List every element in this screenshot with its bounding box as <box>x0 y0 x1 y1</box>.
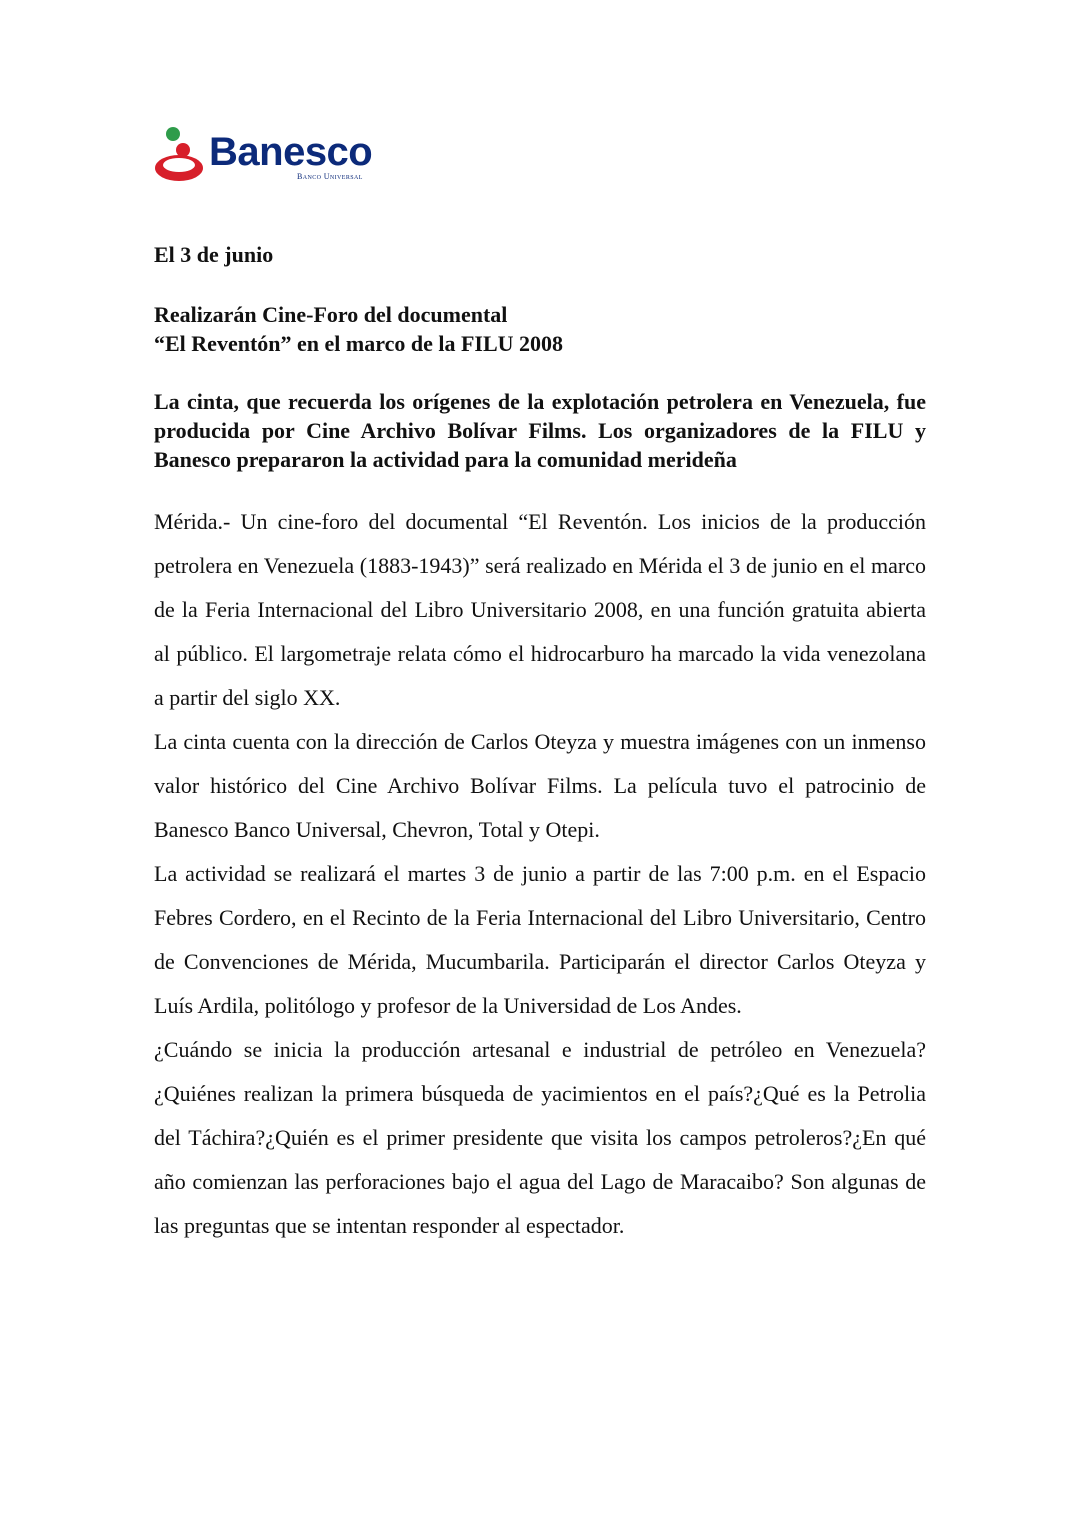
article-paragraph-2: La cinta cuenta con la dirección de Carlos Oteyza y muestra imágenes con un inmenso valor histórico del Cine Archivo Bolívar Films. La película tuvo el patrocinio de Banesco Banco Universal, Chevron, Total y Otepi. <box>154 729 926 842</box>
headline-line-1: Realizarán Cine-Foro del documental <box>154 302 508 327</box>
article-lead: La cinta, que recuerda los orígenes de la explotación petrolera en Venezuela, fue producida por Cine Archivo Bolívar Films. Los organizadores de la FILU y Banesco prepararon la actividad para la comunidad merideña <box>154 389 926 472</box>
article-paragraph-3: La actividad se realizará el martes 3 de junio a partir de las 7:00 p.m. en el Espacio Febres Cordero, en el Recinto de la Feria Internacional del Libro Universitario, Centro de Convenciones de Mérida, Mucumbarila. Participarán el director Carlos Oteyza y Luís Ardila, politólogo y profesor de la Universidad de Los Andes. <box>154 861 926 1018</box>
banesco-logo <box>153 126 413 188</box>
article-paragraph-1: Mérida.- Un cine-foro del documental “El Reventón. Los inicios de la producción petrolera en Venezuela (1883-1943)” será realizado en Mérida el 3 de junio en el marco de la Feria Internacional del Libro Universitario 2008, en una función gratuita abierta al público. El largometraje relata cómo el hidrocarburo ha marcado la vida venezolana a partir del siglo XX. <box>154 509 926 710</box>
banesco-emblem-icon <box>153 126 209 186</box>
article-body <box>154 240 926 1248</box>
article-date: El 3 de junio <box>154 242 274 267</box>
headline-line-2: “El Reventón” en el marco de la FILU 2008 <box>154 331 564 356</box>
logo-wordmark: Banesco <box>209 130 373 174</box>
article-headline <box>154 300 926 358</box>
article-paragraph-4: ¿Cuándo se inicia la producción artesanal e industrial de petróleo en Venezuela?¿Quiénes realizan la primera búsqueda de yacimientos en el país?¿Qué es la Petrolia del Táchira?¿Quién es el primer presidente que visita los campos petroleros?¿En qué año comienzan las perforaciones bajo el agua del Lago de Maracaibo? Son algunas de las preguntas que se intentan responder al espectador. <box>154 1037 926 1238</box>
logo-tagline: Banco Universal <box>297 172 363 181</box>
